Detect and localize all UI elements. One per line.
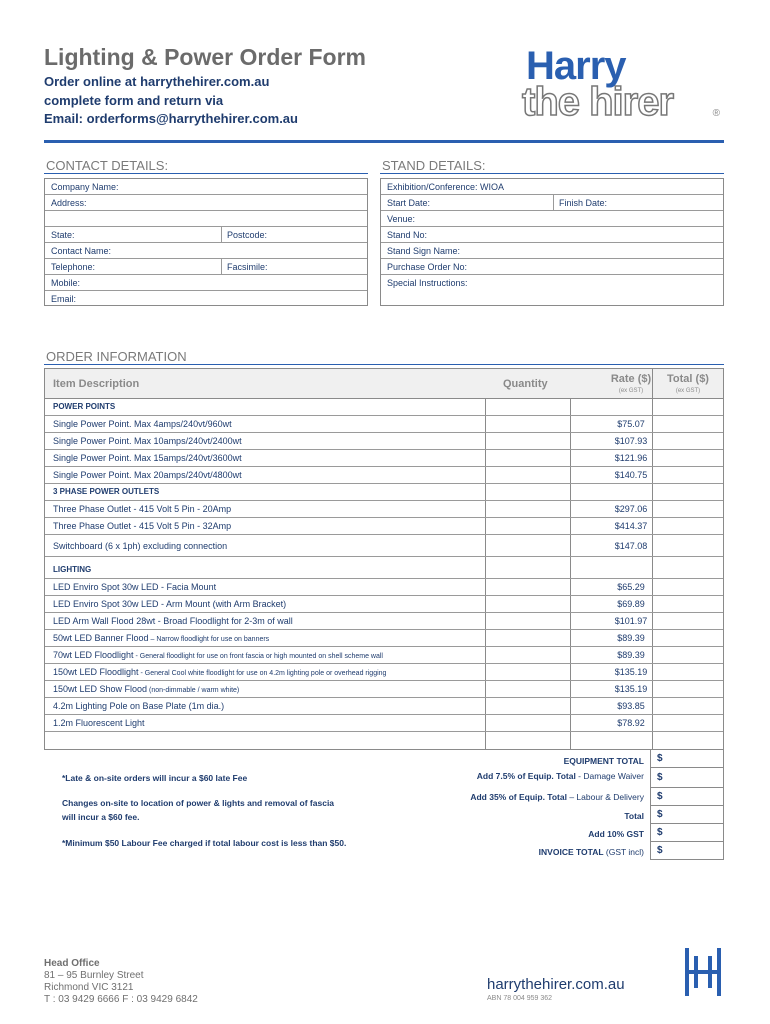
address-row-2[interactable] xyxy=(45,211,367,227)
table-row[interactable] xyxy=(45,698,723,715)
changes-note-2: will incur a $60 fee. xyxy=(62,812,140,822)
equipment-total-text: EQUIPMENT TOTAL xyxy=(563,756,644,766)
order-heading: ORDER INFORMATION xyxy=(46,349,187,364)
item-rate: $135.19 xyxy=(614,667,648,677)
gst-value[interactable]: $ xyxy=(650,824,724,842)
head-office-label: Head Office xyxy=(44,958,100,969)
item-desc: LED Arm Wall Flood 28wt - Broad Floodlight for 2-3m of wall xyxy=(53,616,293,626)
item-desc xyxy=(53,667,386,677)
page-title: Lighting & Power Order Form xyxy=(44,44,367,70)
total-text: Total xyxy=(624,811,644,821)
invoice-total-bold: INVOICE TOTAL xyxy=(538,847,604,857)
item-desc-main: 150wt LED Show Flood xyxy=(53,684,148,694)
table-row[interactable] xyxy=(45,630,723,647)
item-desc-note: - General floodlight for use on front fascia or high mounted on shell scheme wall xyxy=(133,653,383,660)
item-desc-note: (non-dimmable / warm white) xyxy=(147,687,240,694)
table-row[interactable] xyxy=(45,681,723,698)
item-desc xyxy=(53,650,383,660)
contact-heading: CONTACT DETAILS: xyxy=(46,158,169,173)
stand-sign-label: Stand Sign Name: xyxy=(387,246,461,256)
harry-the-hirer-logo xyxy=(522,46,722,126)
item-desc xyxy=(53,633,269,643)
item-rate: $121.96 xyxy=(614,453,648,463)
table-row[interactable] xyxy=(45,416,723,433)
item-rate: $101.97 xyxy=(614,616,648,626)
telephone-label: Telephone: xyxy=(51,262,96,272)
item-rate: $75.07 xyxy=(617,419,645,429)
order-table-header xyxy=(45,369,723,399)
table-row[interactable] xyxy=(45,433,723,450)
footer-address xyxy=(44,958,198,1006)
table-row[interactable] xyxy=(45,664,723,681)
table-row[interactable] xyxy=(45,450,723,467)
total-value[interactable]: $ xyxy=(650,806,724,824)
phone-fax-line: T : 03 9429 6666 F : 03 9429 6842 xyxy=(44,994,198,1005)
state-label: State: xyxy=(51,230,75,240)
item-rate: $93.85 xyxy=(617,701,645,711)
item-rate: $89.39 xyxy=(617,650,645,660)
labour-fee-note: *Minimum $50 Labour Fee charged if total labour cost is less than $50. xyxy=(62,838,347,848)
logo-the-hirer: the hirer xyxy=(522,80,674,124)
damage-waiver-text: - Damage Waiver xyxy=(575,771,644,781)
item-desc: LED Enviro Spot 30w LED - Arm Mount (with Arm Bracket) xyxy=(53,599,287,609)
postcode-label: Postcode: xyxy=(227,230,268,240)
email-line: Email: orderforms@harrythehirer.com.au xyxy=(44,111,298,126)
contact-heading-line xyxy=(44,173,368,174)
col-total-sub: (ex GST) xyxy=(675,388,701,394)
item-desc: Single Power Point. Max 15amps/240vt/3600wt xyxy=(53,453,242,463)
total-label xyxy=(624,811,644,821)
table-row[interactable] xyxy=(45,535,723,557)
header-rule xyxy=(44,140,724,143)
po-row[interactable] xyxy=(381,259,723,275)
finish-date-label: Finish Date: xyxy=(559,198,608,208)
state-row[interactable] xyxy=(45,227,367,243)
damage-waiver-label xyxy=(477,771,644,781)
telephone-row[interactable] xyxy=(45,259,367,275)
table-row-blank[interactable] xyxy=(45,732,723,749)
contact-name-label: Contact Name: xyxy=(51,246,112,256)
order-table xyxy=(44,368,724,750)
table-row[interactable] xyxy=(45,613,723,630)
item-desc: 1.2m Fluorescent Light xyxy=(53,718,145,728)
item-rate: $297.06 xyxy=(614,504,648,514)
dates-row[interactable] xyxy=(381,195,723,211)
item-desc-note: – Narrow floodlight for use on banners xyxy=(148,636,270,643)
item-desc-main: 150wt LED Floodlight xyxy=(53,667,139,677)
abn-text: ABN 78 004 959 362 xyxy=(487,995,552,1002)
late-fee-note: *Late & on-site orders will incur a $60 late Fee xyxy=(62,773,248,783)
email-row[interactable] xyxy=(45,291,367,307)
category-power: POWER POINTS xyxy=(53,402,116,411)
col-item: Item Description xyxy=(53,378,140,390)
stand-sign-row[interactable] xyxy=(381,243,723,259)
item-desc-main: 70wt LED Floodlight xyxy=(53,650,134,660)
venue-label: Venue: xyxy=(387,214,416,224)
gst-text: Add 10% GST xyxy=(588,829,644,839)
changes-note-1: Changes on-site to location of power & lights and removal of fascia xyxy=(62,798,335,808)
invoice-total-text: (GST incl) xyxy=(603,847,644,857)
exhibition-row[interactable] xyxy=(381,179,723,195)
company-label: Company Name: xyxy=(51,182,119,192)
col-qty: Quantity xyxy=(503,378,548,390)
mobile-label: Mobile: xyxy=(51,278,81,288)
item-rate: $65.29 xyxy=(617,582,645,592)
order-heading-line xyxy=(44,364,724,365)
labour-bold: Add 35% of Equip. Total xyxy=(470,792,567,802)
equipment-total-value[interactable]: $ xyxy=(650,750,724,768)
mobile-row[interactable] xyxy=(45,275,367,291)
equipment-total-label xyxy=(564,756,644,766)
stand-heading-line xyxy=(380,173,724,174)
item-rate: $135.19 xyxy=(614,684,648,694)
item-rate: $414.37 xyxy=(614,521,648,531)
item-desc: Three Phase Outlet - 415 Volt 5 Pin - 32Amp xyxy=(53,521,232,531)
labour-text: – Labour & Delivery xyxy=(566,792,644,802)
stand-heading: STAND DETAILS: xyxy=(382,158,486,173)
address-line-2: Richmond VIC 3121 xyxy=(44,982,134,993)
col-rate: Rate ($) xyxy=(610,373,652,385)
table-row xyxy=(45,557,723,579)
order-online-line: Order online at harrythehirer.com.au xyxy=(44,74,270,89)
table-row[interactable] xyxy=(45,579,723,596)
facsimile-label: Facsimile: xyxy=(227,262,268,272)
item-desc: 4.2m Lighting Pole on Base Plate (1m dia.) xyxy=(53,701,225,711)
item-rate: $140.75 xyxy=(614,470,648,480)
address-label: Address: xyxy=(51,198,87,208)
address-row[interactable] xyxy=(45,195,367,211)
category-three-phase: 3 PHASE POWER OUTLETS xyxy=(53,487,160,496)
labour-value[interactable]: $ xyxy=(650,788,724,806)
return-line: complete form and return via xyxy=(44,93,224,108)
venue-row[interactable] xyxy=(381,211,723,227)
labour-label xyxy=(470,792,644,802)
table-row[interactable] xyxy=(45,467,723,484)
gst-label xyxy=(588,829,644,839)
item-rate: $107.93 xyxy=(614,436,648,446)
col-rate-sub: (ex GST) xyxy=(618,388,644,394)
table-row[interactable] xyxy=(45,501,723,518)
table-row xyxy=(45,399,723,416)
stand-no-row[interactable] xyxy=(381,227,723,243)
email-label: Email: xyxy=(51,294,77,304)
col-total: Total ($) xyxy=(667,373,709,385)
item-rate: $147.08 xyxy=(614,541,648,551)
item-desc: LED Enviro Spot 30w LED - Facia Mount xyxy=(53,582,217,592)
table-bottom-line xyxy=(44,749,650,750)
table-row[interactable] xyxy=(45,715,723,732)
item-desc: Single Power Point. Max 4amps/240vt/960wt xyxy=(53,419,232,429)
stand-no-label: Stand No: xyxy=(387,230,428,240)
item-desc: Switchboard (6 x 1ph) excluding connection xyxy=(53,541,228,551)
address-line-1: 81 – 95 Burnley Street xyxy=(44,970,144,981)
item-desc: Single Power Point. Max 10amps/240vt/2400wt xyxy=(53,436,242,446)
item-desc-note: - General Cool white floodlight for use on 4.2m lighting pole or overhead rigging xyxy=(138,670,387,677)
company-row[interactable] xyxy=(45,179,367,195)
item-desc: Single Power Point. Max 20amps/240vt/4800wt xyxy=(53,470,242,480)
table-row[interactable] xyxy=(45,647,723,664)
invoice-total-value[interactable]: $ xyxy=(650,842,724,860)
website-link[interactable]: harrythehirer.com.au xyxy=(487,976,625,993)
logo-harry: Harry xyxy=(526,44,626,88)
table-row[interactable] xyxy=(45,518,723,535)
item-desc: Three Phase Outlet - 415 Volt 5 Pin - 20Amp xyxy=(53,504,232,514)
invoice-total-label xyxy=(539,847,644,857)
special-row[interactable] xyxy=(381,275,723,307)
h-logo-icon xyxy=(684,946,722,998)
contact-details-box xyxy=(44,178,368,306)
contact-name-row[interactable] xyxy=(45,243,367,259)
item-desc xyxy=(53,684,239,694)
special-label: Special Instructions: xyxy=(387,278,468,288)
damage-waiver-value[interactable]: $ xyxy=(650,768,724,788)
logo-registered-mark: ® xyxy=(712,108,720,119)
item-rate: $89.39 xyxy=(617,633,645,643)
item-rate: $78.92 xyxy=(617,718,645,728)
po-label: Purchase Order No: xyxy=(387,262,468,272)
table-row[interactable] xyxy=(45,596,723,613)
item-rate: $69.89 xyxy=(617,599,645,609)
category-lighting: LIGHTING xyxy=(53,565,92,574)
start-date-label: Start Date: xyxy=(387,198,431,208)
stand-details-box xyxy=(380,178,724,306)
damage-waiver-bold: Add 7.5% of Equip. Total xyxy=(476,771,576,781)
table-row xyxy=(45,484,723,501)
item-desc-main: 50wt LED Banner Flood xyxy=(53,633,149,643)
exhibition-label: Exhibition/Conference: WIOA xyxy=(387,182,505,192)
